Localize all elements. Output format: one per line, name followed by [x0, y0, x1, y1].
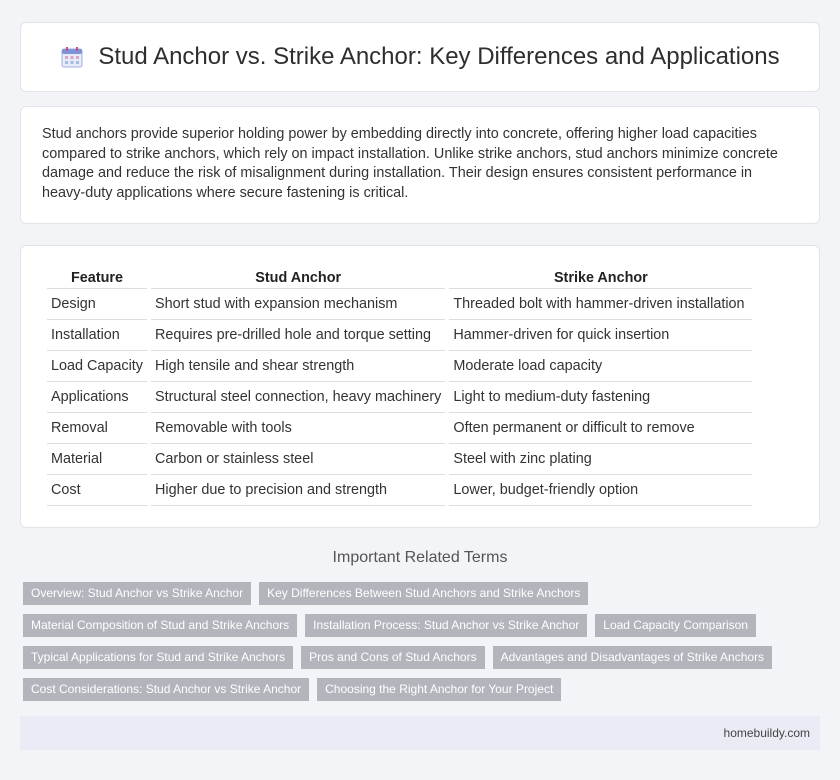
footer-site-link[interactable]: homebuildy.com — [723, 726, 810, 740]
related-term-tag[interactable]: Advantages and Disadvantages of Strike Anchors — [493, 646, 773, 669]
stud-cell: Short stud with expansion mechanism — [151, 289, 445, 320]
strike-cell: Steel with zinc plating — [449, 444, 752, 475]
related-term-tag[interactable]: Pros and Cons of Stud Anchors — [301, 646, 484, 669]
related-term-tag[interactable]: Choosing the Right Anchor for Your Project — [317, 678, 561, 701]
table-header-row — [47, 267, 752, 289]
related-term-tag[interactable]: Typical Applications for Stud and Strike Anchors — [23, 646, 293, 669]
strike-cell: Light to medium-duty fastening — [449, 382, 752, 413]
table-row — [47, 320, 752, 351]
feature-cell: Material — [47, 444, 147, 475]
strike-cell: Lower, budget-friendly option — [449, 475, 752, 506]
related-term-tag[interactable]: Key Differences Between Stud Anchors and Strike Anchors — [259, 582, 588, 605]
header-feature: Feature — [47, 267, 147, 289]
page-title: Stud Anchor vs. Strike Anchor: Key Differences and Applications — [98, 43, 780, 70]
feature-cell: Load Capacity — [47, 351, 147, 382]
stud-cell: Structural steel connection, heavy machinery — [151, 382, 445, 413]
title-card — [20, 22, 820, 92]
related-term-tag[interactable]: Overview: Stud Anchor vs Strike Anchor — [23, 582, 251, 605]
feature-cell: Removal — [47, 413, 147, 444]
related-term-tag[interactable]: Installation Process: Stud Anchor vs Strike Anchor — [305, 614, 587, 637]
comparison-table — [43, 267, 756, 506]
related-terms-heading: Important Related Terms — [332, 549, 508, 566]
strike-cell: Hammer-driven for quick insertion — [449, 320, 752, 351]
header-strike-anchor: Strike Anchor — [449, 267, 752, 289]
feature-cell: Applications — [47, 382, 147, 413]
related-term-tag[interactable]: Cost Considerations: Stud Anchor vs Strike Anchor — [23, 678, 309, 701]
stud-cell: Higher due to precision and strength — [151, 475, 445, 506]
related-term-tag[interactable]: Material Composition of Stud and Strike Anchors — [23, 614, 297, 637]
strike-cell: Threaded bolt with hammer-driven installation — [449, 289, 752, 320]
related-term-tag[interactable]: Load Capacity Comparison — [595, 614, 756, 637]
calendar-icon — [60, 45, 84, 69]
feature-cell: Design — [47, 289, 147, 320]
table-row — [47, 382, 752, 413]
header-stud-anchor: Stud Anchor — [151, 267, 445, 289]
table-row — [47, 351, 752, 382]
intro-text: Stud anchors provide superior holding power by embedding directly into concrete, offering higher load capacities compared to strike anchors, which rely on impact installation. Unlike strike anchors, stud anchors minimize concrete damage and reduce the risk of misalignment during installation. Their design ensures consistent performance in heavy-duty applications where secure fastening is critical. — [42, 126, 778, 201]
table-row — [47, 475, 752, 506]
stud-cell: High tensile and shear strength — [151, 351, 445, 382]
strike-cell: Moderate load capacity — [449, 351, 752, 382]
stud-cell: Removable with tools — [151, 413, 445, 444]
feature-cell: Installation — [47, 320, 147, 351]
intro-card — [20, 106, 820, 224]
comparison-table-card — [20, 245, 820, 528]
table-row — [47, 413, 752, 444]
table-row — [47, 289, 752, 320]
table-row — [47, 444, 752, 475]
related-terms-list — [23, 582, 813, 710]
strike-cell: Often permanent or difficult to remove — [449, 413, 752, 444]
footer — [20, 716, 820, 750]
feature-cell: Cost — [47, 475, 147, 506]
stud-cell: Carbon or stainless steel — [151, 444, 445, 475]
stud-cell: Requires pre-drilled hole and torque setting — [151, 320, 445, 351]
